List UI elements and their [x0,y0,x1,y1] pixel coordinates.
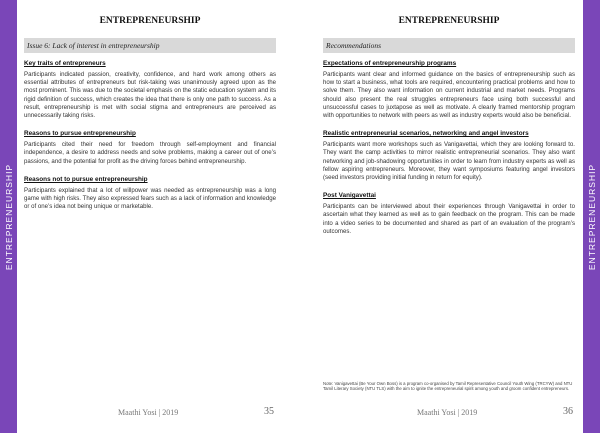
section-realistic-scenarios [323,130,575,182]
section-heading: Reasons to pursue entrepreneurship [24,130,136,138]
footer-magazine: Maathi Yosi | 2019 [417,408,478,417]
left-side-strip [0,0,17,433]
section-text: Participants can be interviewed about their experiences through Vanigavettai in order to ascertain what they learned as well as to gain feedback on the program. This can be made into a video series to be documented and shared as part of an evaluation of the program’s outcomes. [323,203,575,235]
section-text: Participants indicated passion, creativity, confidence, and hard work among others as essential attributes of entrepreneurs but risk-taking was unanimously agreed upon as the most prominent. This was due to the societal emphasis on the static education system and its rigid definition of success, which creates the idea that there is only one path to success. As a result, entrepreneurship is met with social stigma and entrepreneurs are perceived as unnecessarily taking risks. [24,71,276,120]
footer-magazine: Maathi Yosi | 2019 [118,408,179,417]
left-content [24,60,276,221]
section-reasons-not-pursue [24,176,276,212]
section-expectations [323,60,575,120]
right-side-label: ENTREPRENEURSHIP [586,163,597,270]
section-text: Participants explained that a lot of willpower was needed as entrepreneurship was a long game with high risks. They also expressed fears such as a lack of information and knowledge or of one’s idea not being unique or marketable. [24,186,276,211]
section-heading: Key traits of entrepreneurs [24,60,106,67]
right-content [323,60,575,246]
page-number: 35 [264,406,274,417]
section-reasons-pursue [24,130,276,166]
section-text: Participants cited their need for freedom through self-employment and financial independence, a desire to address needs and solve problems, making a career out of one’s passions, and the potential for profit as the driving forces behind entrepreneurship. [24,141,276,165]
right-page [323,0,600,433]
left-issue-bar: Issue 6: Lack of interest in entrepreneurship [24,38,276,53]
left-footer [24,408,276,420]
section-heading: Realistic entrepreneurial scenarios, networking and angel investors [323,130,529,138]
right-page-title: ENTREPRENEURSHIP [398,16,500,26]
section-text: Participants want more workshops such as Vanigavettai, which they are looking forward to. They want the camp activities to mirror realistic entrepreneurial scenarios. They also want networking and job-shadowing opportunities in order to learn from industry experts as well as fellow aspiring entrepreneurs. Moreover, they want symposiums featuring angel investors (seed investors providing initial funding in return for equity). [323,141,575,182]
left-side-label: ENTREPRENEURSHIP [3,163,14,270]
left-page [24,0,304,433]
left-page-title: ENTREPRENEURSHIP [99,16,201,26]
section-heading: Reasons not to pursue entrepreneurship [24,175,148,183]
section-heading: Post Vanigavettai [323,192,376,200]
right-issue-bar: Recommendations [323,38,575,53]
section-key-traits [24,60,276,120]
page-number: 36 [563,406,573,417]
right-footer [323,408,575,420]
section-post-vanigavettai [323,192,575,236]
section-text: Participants want clear and informed guidance on the basics of entrepreneurship such as how to start a business, what tools are required, encountering practical problems and how to solve them. They also want information on current industrial and market needs. Programs should also present the real struggles entrepreneurs face using both successful and unsuccessful cases to juxtapose as well as motivate. A clearly framed mentorship program with opportunities to network with peers as well as industry experts would also be beneficial. [323,71,575,120]
footnote: Note: Vanigavettai (Be Your Own Boss) is a program co-organised by Tamil Representative Council Youth Wing (TRCYW) and NTU Tamil Literary Society (NTU TLS) with the aim to ignite the entrepreneurial spirit among youth and groom confident entrepreneurs. [323,381,573,392]
section-heading: Expectations of entrepreneurship programs [323,60,457,67]
